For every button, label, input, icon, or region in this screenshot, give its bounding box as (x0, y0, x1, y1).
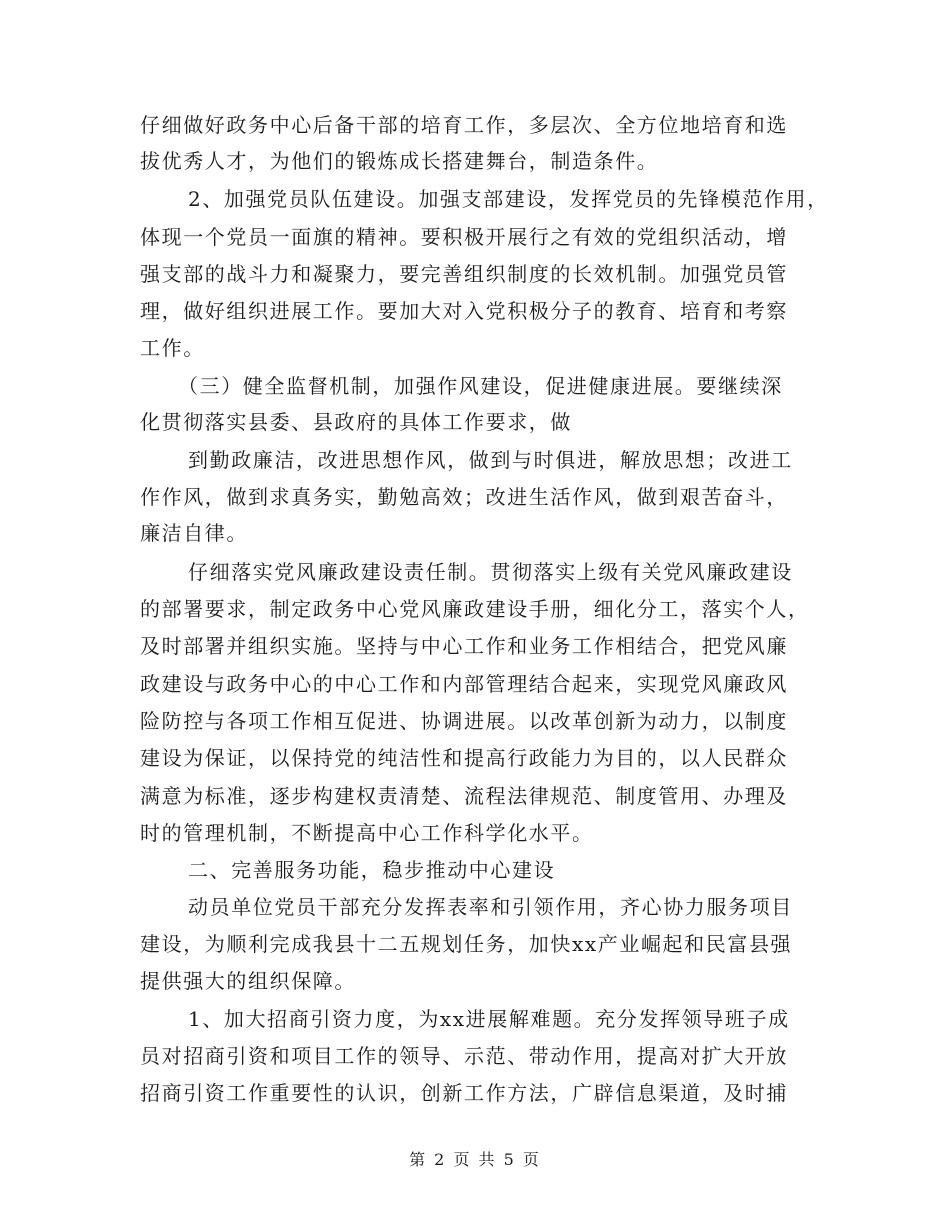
text-line: 体现一个党员一面旗的精神。要积极开展行之有效的党组织活动，增 (140, 225, 788, 249)
text-line: 1、加大招商引资力度，为xx进展解难题。充分发挥领导班子成 (188, 1007, 790, 1031)
section-heading: 二、完善服务功能，稳步推动中心建设 (188, 858, 556, 882)
text-line: 建设，为顺利完成我县十二五规划任务，加快xx产业崛起和民富县强 (140, 932, 793, 956)
text-line: 工作。 (140, 336, 205, 360)
text-line: 2、加强党员队伍建设。加强支部建设，发挥党员的先锋模范作用， (188, 187, 829, 211)
text-line: 仔细做好政务中心后备干部的培育工作，多层次、全方位地培育和选 (140, 113, 788, 137)
text-line: 廉洁自律。 (140, 521, 248, 545)
text-line: 时的管理机制，不断提高中心工作科学化水平。 (140, 821, 594, 845)
text-line: 政建设与政务中心的中心工作和内部管理结合起来，实现党风廉政风 (140, 672, 788, 696)
text-line: 动员单位党员干部充分发挥表率和引领作用，齐心协力服务项目 (188, 895, 793, 919)
text-line: 到勤政廉洁，改进思想作风，做到与时俱进，解放思想；改进工 (188, 448, 793, 472)
text-line: 仔细落实党风廉政建设责任制。贯彻落实上级有关党风廉政建设 (188, 560, 793, 584)
page-number-footer: 第 2 页 共 5 页 (409, 1150, 541, 1169)
text-line: 招商引资工作重要性的认识，创新工作方法，广辟信息渠道，及时捕 (140, 1081, 788, 1105)
text-line: （三）健全监督机制，加强作风建设，促进健康进展。要继续深 (178, 374, 783, 398)
text-line: 员对招商引资和项目工作的领导、示范、带动作用，提高对扩大开放 (140, 1044, 788, 1068)
text-line: 险防控与各项工作相互促进、协调进展。以改革创新为动力，以制度 (140, 709, 788, 733)
text-line: 作作风，做到求真务实，勤勉高效；改进生活作风，做到艰苦奋斗， (140, 485, 788, 509)
text-line: 拔优秀人才，为他们的锻炼成长搭建舞台，制造条件。 (140, 149, 659, 173)
text-line: 提供强大的组织保障。 (140, 969, 356, 993)
text-line: 及时部署并组织实施。坚持与中心工作和业务工作相结合，把党风廉 (140, 634, 788, 658)
text-line: 满意为标准，逐步构建权责清楚、流程法律规范、制度管用、办理及 (140, 784, 788, 808)
text-line: 的部署要求，制定政务中心党风廉政建设手册，细化分工，落实个人， (140, 597, 810, 621)
text-line: 建设为保证，以保持党的纯洁性和提高行政能力为目的，以人民群众 (140, 746, 788, 770)
text-line: 化贯彻落实县委、县政府的具体工作要求，做 (140, 410, 572, 434)
text-line: 强支部的战斗力和凝聚力，要完善组织制度的长效机制。加强党员管 (140, 262, 788, 286)
text-line: 理，做好组织进展工作。要加大对入党积极分子的教育、培育和考察 (140, 299, 788, 323)
